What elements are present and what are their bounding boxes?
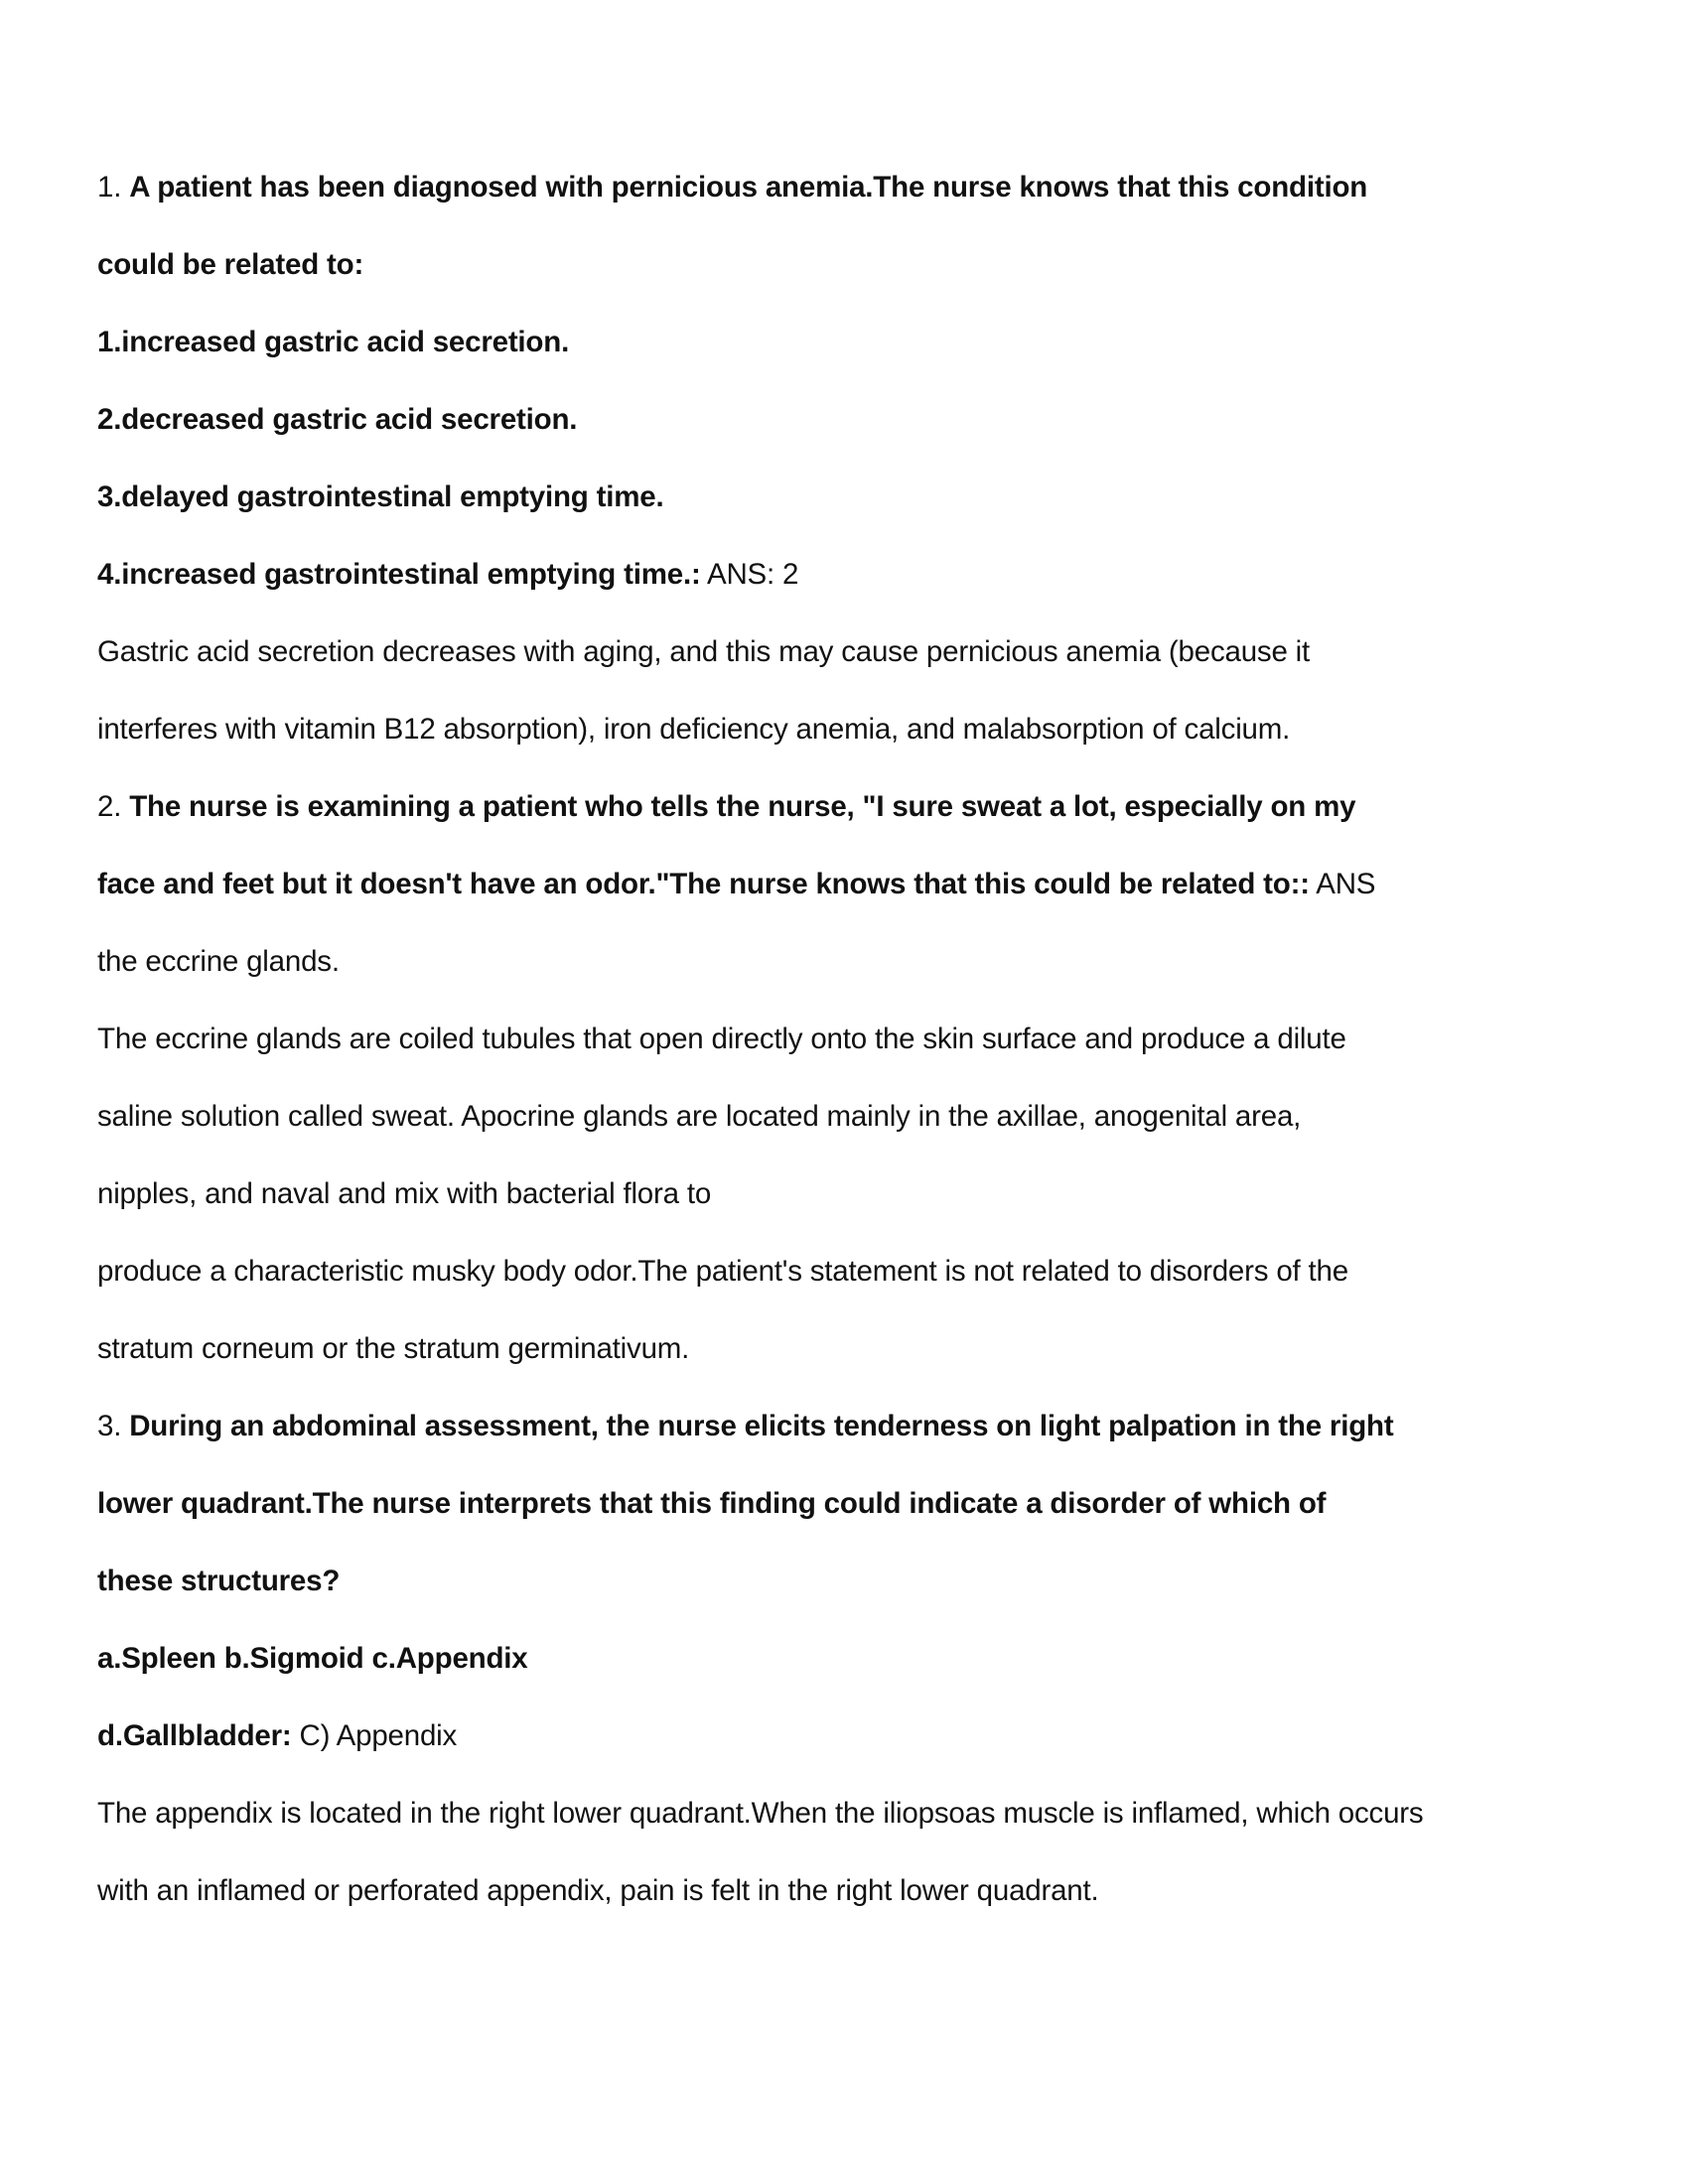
text-line — [97, 304, 1537, 381]
text-line — [97, 536, 1537, 614]
text-line — [97, 1388, 1537, 1465]
text-line — [97, 226, 1537, 304]
qa-block-q1 — [97, 149, 1537, 768]
text-line — [97, 1698, 1537, 1775]
text-run-bold: 4.increased gastrointestinal emptying time.: — [97, 558, 701, 591]
text-run-bold: face and feet but it doesn't have an odor."The nurse knows that this could be related to:: — [97, 868, 1310, 900]
qa-block-q3 — [97, 1388, 1537, 1930]
text-line — [97, 459, 1537, 536]
text-run: the eccrine glands. — [97, 945, 340, 978]
text-line — [97, 923, 1537, 1001]
text-line — [97, 691, 1537, 768]
text-run-bold: The nurse is examining a patient who tells the nurse, "I sure sweat a lot, especially on my — [129, 790, 1356, 823]
text-run: 3. — [97, 1410, 130, 1442]
text-line — [97, 1233, 1537, 1310]
text-run: The appendix is located in the right lower quadrant.When the iliopsoas muscle is inflamed, which occurs — [97, 1797, 1424, 1830]
text-line — [97, 768, 1537, 846]
text-line — [97, 381, 1537, 459]
text-line — [97, 1852, 1537, 1930]
document-body — [97, 149, 1537, 1930]
text-run-bold: could be related to: — [97, 248, 364, 281]
text-line — [97, 846, 1537, 923]
text-run: Gastric acid secretion decreases with aging, and this may cause pernicious anemia (because it — [97, 635, 1311, 668]
text-line — [97, 1078, 1537, 1156]
text-run: stratum corneum or the stratum germinativum. — [97, 1332, 690, 1365]
text-run: saline solution called sweat. Apocrine glands are located mainly in the axillae, anogenital area, — [97, 1100, 1302, 1133]
text-run-bold: these structures? — [97, 1565, 341, 1597]
text-run: 2. — [97, 790, 130, 823]
text-run-bold: d.Gallbladder: — [97, 1719, 292, 1752]
text-run: The eccrine glands are coiled tubules that open directly onto the skin surface and produce a dilute — [97, 1023, 1346, 1055]
text-run-bold: During an abdominal assessment, the nurse elicits tenderness on light palpation in the right — [129, 1410, 1394, 1442]
text-run: with an inflamed or perforated appendix, pain is felt in the right lower quadrant. — [97, 1874, 1099, 1907]
qa-block-q2 — [97, 768, 1537, 1388]
text-run: 1. — [97, 171, 130, 204]
text-run: C) Appendix — [291, 1719, 458, 1752]
text-run-bold: 3.delayed gastrointestinal emptying time. — [97, 480, 664, 513]
text-run: ANS — [1309, 868, 1376, 900]
text-line — [97, 1620, 1537, 1698]
text-run-bold: lower quadrant.The nurse interprets that this finding could indicate a disorder of which of — [97, 1487, 1327, 1520]
text-line — [97, 1156, 1537, 1233]
text-line — [97, 1001, 1537, 1078]
text-line — [97, 1543, 1537, 1620]
text-run: produce a characteristic musky body odor.The patient's statement is not related to disorders of the — [97, 1255, 1348, 1288]
text-run-bold: A patient has been diagnosed with pernicious anemia.The nurse knows that this condition — [129, 171, 1368, 204]
text-line — [97, 1465, 1537, 1543]
text-run-bold: a.Spleen b.Sigmoid c.Appendix — [97, 1642, 528, 1675]
text-line — [97, 149, 1537, 226]
text-line — [97, 1310, 1537, 1388]
text-run-bold: 1.increased gastric acid secretion. — [97, 326, 570, 358]
text-run: ANS: 2 — [700, 558, 799, 591]
text-line — [97, 1775, 1537, 1852]
text-run: interferes with vitamin B12 absorption), iron deficiency anemia, and malabsorption of calcium. — [97, 713, 1291, 746]
text-line — [97, 614, 1537, 691]
text-run-bold: 2.decreased gastric acid secretion. — [97, 403, 578, 436]
text-run: nipples, and naval and mix with bacterial flora to — [97, 1177, 712, 1210]
